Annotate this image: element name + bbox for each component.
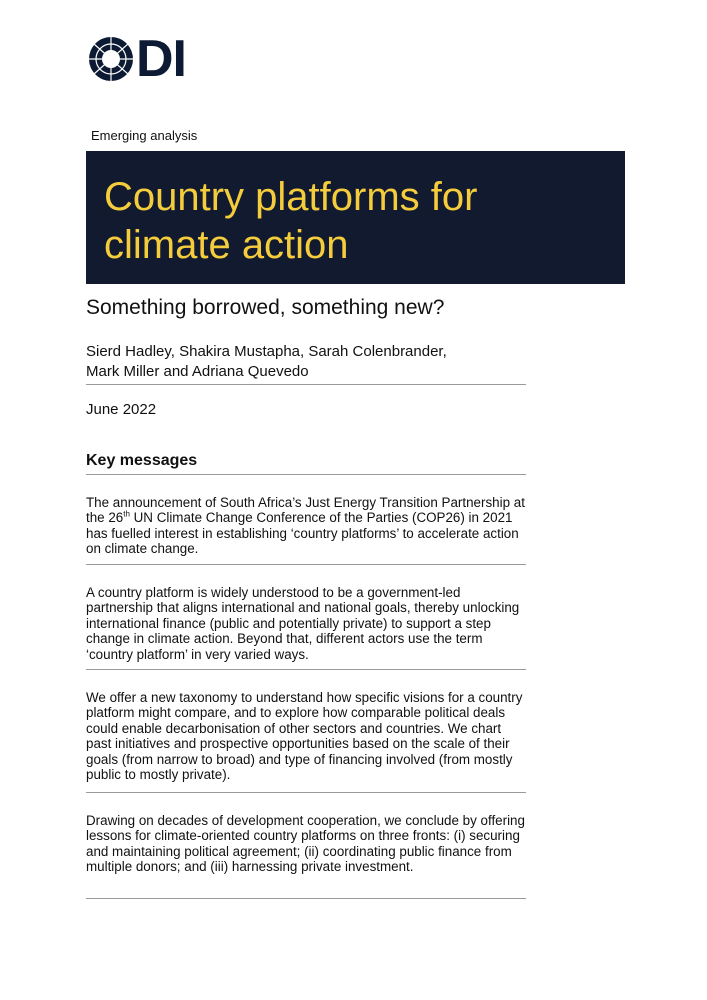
divider — [86, 384, 526, 385]
series-label: Emerging analysis — [91, 128, 198, 143]
page-title — [104, 173, 477, 269]
key-messages-heading: Key messages — [86, 452, 198, 469]
key-message-1: The announcement of South Africa’s Just Energy Transition Partnership at the 26th UN Climate Change Conference of the Parties (COP26) in 2021 has fuelled interest in establishing ‘country platforms’ to accelerate action on climate change. — [86, 495, 525, 557]
key-message-2: A country platform is widely understood to be a government-led partnership that aligns international and national goals, thereby unlocking international finance (public and potentially private) to support a step change in climate action. Beyond that, different actors use the term ‘country platform’ in very varied ways. — [86, 585, 520, 662]
authors-line-2: Mark Miller and Adriana Quevedo — [86, 363, 309, 380]
key-message-4: Drawing on decades of development cooperation, we conclude by offering lessons for climate-oriented country platforms on three fronts: (i) securing and maintaining political agreement; (ii) coordinating public finance from multiple donors; and (iii) harnessing private investment. — [86, 813, 525, 875]
authors-line-1: Sierd Hadley, Shakira Mustapha, Sarah Colenbrander, — [86, 343, 447, 360]
title-line-1: Country platforms for — [104, 175, 478, 219]
authors — [86, 342, 526, 382]
title-band — [86, 151, 625, 284]
odi-globe-icon — [88, 36, 134, 82]
key-message-3: We offer a new taxonomy to understand how specific visions for a country platform might compare, and to explore how comparable political deals could enable decarbonisation of other sectors and countries. We chart past initiatives and prospective opportunities based on the scale of their goals (from narrow to broad) and type of financing involved (from mostly public to mostly private). — [86, 690, 523, 783]
subtitle: Something borrowed, something new? — [86, 296, 445, 319]
title-line-2: climate action — [104, 223, 349, 267]
divider — [86, 792, 526, 793]
divider — [86, 564, 526, 565]
divider — [86, 898, 526, 899]
publication-date: June 2022 — [86, 401, 157, 418]
divider — [86, 669, 526, 670]
odi-logo — [88, 30, 186, 88]
divider — [86, 474, 526, 475]
logo-wordmark: DI — [136, 30, 186, 88]
